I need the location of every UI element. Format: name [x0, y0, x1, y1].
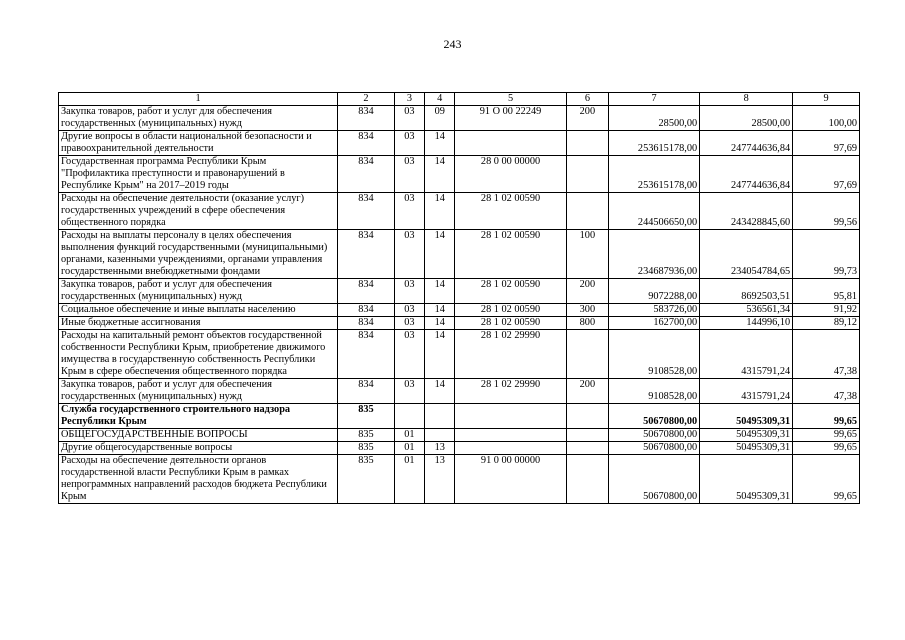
expense-type-cell: [566, 131, 608, 156]
target-article-cell: [455, 429, 566, 442]
column-number-row: [59, 93, 860, 106]
executed-amount-cell: 50495309,31: [700, 404, 793, 429]
table-row: [59, 429, 860, 442]
plan-amount-cell: 253615178,00: [609, 131, 700, 156]
executed-amount-cell: 4315791,24: [700, 379, 793, 404]
column-number: 7: [609, 93, 700, 106]
percent-cell: 95,81: [793, 279, 860, 304]
ministry-code-cell: 834: [338, 106, 395, 131]
percent-cell: 91,92: [793, 304, 860, 317]
table-row: [59, 106, 860, 131]
section-cell: 03: [394, 106, 424, 131]
expense-type-cell: 800: [566, 317, 608, 330]
ministry-code-cell: 834: [338, 193, 395, 230]
ministry-code-cell: 834: [338, 131, 395, 156]
executed-amount-cell: 4315791,24: [700, 330, 793, 379]
expense-type-cell: [566, 429, 608, 442]
column-number: 3: [394, 93, 424, 106]
ministry-code-cell: 835: [338, 455, 395, 504]
subsection-cell: 13: [425, 455, 455, 504]
percent-cell: 99,65: [793, 404, 860, 429]
executed-amount-cell: 8692503,51: [700, 279, 793, 304]
percent-cell: 99,65: [793, 429, 860, 442]
expense-name-cell: Государственная программа Республики Крым "Профилактика преступности и правонарушений в Республике Крым" на 2017–2019 годы: [59, 156, 338, 193]
expense-type-cell: 200: [566, 379, 608, 404]
executed-amount-cell: 234054784,65: [700, 230, 793, 279]
subsection-cell: 14: [425, 330, 455, 379]
column-number: 4: [425, 93, 455, 106]
percent-cell: 100,00: [793, 106, 860, 131]
expense-name-cell: ОБЩЕГОСУДАРСТВЕННЫЕ ВОПРОСЫ: [59, 429, 338, 442]
expense-name-cell: Расходы на капитальный ремонт объектов государственной собственности Республики Крым, приобретение движимого имущества в государственную собственность Республики Крым в сфере обеспечения общественного порядка: [59, 330, 338, 379]
column-number: 6: [566, 93, 608, 106]
expense-name-cell: Закупка товаров, работ и услуг для обеспечения государственных (муниципальных) нужд: [59, 106, 338, 131]
percent-cell: 47,38: [793, 330, 860, 379]
ministry-code-cell: 834: [338, 304, 395, 317]
target-article-cell: 28 1 02 00590: [455, 230, 566, 279]
column-number: 8: [700, 93, 793, 106]
table-row: [59, 442, 860, 455]
target-article-cell: 28 1 02 00590: [455, 317, 566, 330]
section-cell: 01: [394, 429, 424, 442]
expense-name-cell: Закупка товаров, работ и услуг для обеспечения государственных (муниципальных) нужд: [59, 279, 338, 304]
table-row: [59, 455, 860, 504]
target-article-cell: 91 О 00 22249: [455, 106, 566, 131]
ministry-code-cell: 834: [338, 156, 395, 193]
expense-type-cell: [566, 455, 608, 504]
subsection-cell: [425, 429, 455, 442]
plan-amount-cell: 9108528,00: [609, 330, 700, 379]
table-row: [59, 193, 860, 230]
subsection-cell: 14: [425, 193, 455, 230]
column-number: 5: [455, 93, 566, 106]
plan-amount-cell: 9108528,00: [609, 379, 700, 404]
expense-type-cell: [566, 193, 608, 230]
plan-amount-cell: 50670800,00: [609, 404, 700, 429]
executed-amount-cell: 536561,34: [700, 304, 793, 317]
executed-amount-cell: 28500,00: [700, 106, 793, 131]
expense-type-cell: [566, 156, 608, 193]
executed-amount-cell: 144996,10: [700, 317, 793, 330]
expense-name-cell: Другие вопросы в области национальной безопасности и правоохранительной деятельности: [59, 131, 338, 156]
expense-type-cell: 200: [566, 279, 608, 304]
column-number: 9: [793, 93, 860, 106]
expense-name-cell: Закупка товаров, работ и услуг для обеспечения государственных (муниципальных) нужд: [59, 379, 338, 404]
section-cell: [394, 404, 424, 429]
expense-name-cell: Расходы на обеспечение деятельности (оказание услуг) государственных учреждений в сфере обеспечения общественного порядка: [59, 193, 338, 230]
expense-type-cell: 200: [566, 106, 608, 131]
plan-amount-cell: 50670800,00: [609, 442, 700, 455]
percent-cell: 97,69: [793, 131, 860, 156]
expense-type-cell: [566, 442, 608, 455]
subsection-cell: 14: [425, 379, 455, 404]
target-article-cell: 28 1 02 00590: [455, 193, 566, 230]
subsection-cell: 14: [425, 156, 455, 193]
percent-cell: 97,69: [793, 156, 860, 193]
expense-name-cell: Расходы на выплаты персоналу в целях обеспечения выполнения функций государственными (муниципальными) органами, казенными учреждениями, органами управления государственными внебюджетными фондами: [59, 230, 338, 279]
ministry-code-cell: 834: [338, 230, 395, 279]
executed-amount-cell: 247744636,84: [700, 131, 793, 156]
executed-amount-cell: 50495309,31: [700, 455, 793, 504]
column-number: 2: [338, 93, 395, 106]
target-article-cell: 28 0 00 00000: [455, 156, 566, 193]
plan-amount-cell: 234687936,00: [609, 230, 700, 279]
ministry-code-cell: 835: [338, 429, 395, 442]
section-cell: 03: [394, 379, 424, 404]
target-article-cell: 91 0 00 00000: [455, 455, 566, 504]
section-cell: 03: [394, 131, 424, 156]
plan-amount-cell: 28500,00: [609, 106, 700, 131]
percent-cell: 99,73: [793, 230, 860, 279]
ministry-code-cell: 834: [338, 279, 395, 304]
executed-amount-cell: 243428845,60: [700, 193, 793, 230]
ministry-code-cell: 834: [338, 379, 395, 404]
percent-cell: 89,12: [793, 317, 860, 330]
expense-type-cell: [566, 404, 608, 429]
section-cell: 03: [394, 193, 424, 230]
plan-amount-cell: 50670800,00: [609, 455, 700, 504]
page-number: 243: [443, 37, 462, 51]
expense-type-cell: 300: [566, 304, 608, 317]
percent-cell: 47,38: [793, 379, 860, 404]
plan-amount-cell: 9072288,00: [609, 279, 700, 304]
subsection-cell: 09: [425, 106, 455, 131]
table-row: [59, 279, 860, 304]
section-cell: 03: [394, 304, 424, 317]
subsection-cell: 14: [425, 230, 455, 279]
plan-amount-cell: 253615178,00: [609, 156, 700, 193]
subsection-cell: 14: [425, 131, 455, 156]
budget-table: [58, 92, 860, 504]
section-cell: 03: [394, 317, 424, 330]
table-row: [59, 330, 860, 379]
executed-amount-cell: 247744636,84: [700, 156, 793, 193]
table-row: [59, 379, 860, 404]
column-number: 1: [59, 93, 338, 106]
section-cell: 03: [394, 230, 424, 279]
section-cell: 03: [394, 279, 424, 304]
table-row: [59, 317, 860, 330]
percent-cell: 99,56: [793, 193, 860, 230]
expense-name-cell: Расходы на обеспечение деятельности органов государственной власти Республики Крым в рамках непрограммных направлений расходов бюджета Республики Крым: [59, 455, 338, 504]
target-article-cell: 28 1 02 00590: [455, 304, 566, 317]
section-cell: 03: [394, 330, 424, 379]
ministry-code-cell: 835: [338, 442, 395, 455]
target-article-cell: 28 1 02 29990: [455, 379, 566, 404]
expense-name-cell: Служба государственного строительного надзора Республики Крым: [59, 404, 338, 429]
section-cell: 01: [394, 455, 424, 504]
expense-name-cell: Другие общегосударственные вопросы: [59, 442, 338, 455]
target-article-cell: [455, 131, 566, 156]
target-article-cell: [455, 404, 566, 429]
percent-cell: 99,65: [793, 455, 860, 504]
ministry-code-cell: 834: [338, 330, 395, 379]
target-article-cell: 28 1 02 00590: [455, 279, 566, 304]
table-row: [59, 404, 860, 429]
target-article-cell: [455, 442, 566, 455]
expense-type-cell: [566, 330, 608, 379]
table-row: [59, 304, 860, 317]
subsection-cell: 14: [425, 317, 455, 330]
subsection-cell: [425, 404, 455, 429]
expense-name-cell: Социальное обеспечение и иные выплаты населению: [59, 304, 338, 317]
subsection-cell: 13: [425, 442, 455, 455]
section-cell: 03: [394, 156, 424, 193]
expense-type-cell: 100: [566, 230, 608, 279]
table-row: [59, 156, 860, 193]
subsection-cell: 14: [425, 279, 455, 304]
subsection-cell: 14: [425, 304, 455, 317]
plan-amount-cell: 50670800,00: [609, 429, 700, 442]
plan-amount-cell: 162700,00: [609, 317, 700, 330]
target-article-cell: 28 1 02 29990: [455, 330, 566, 379]
expense-name-cell: Иные бюджетные ассигнования: [59, 317, 338, 330]
plan-amount-cell: 583726,00: [609, 304, 700, 317]
table-row: [59, 230, 860, 279]
plan-amount-cell: 244506650,00: [609, 193, 700, 230]
section-cell: 01: [394, 442, 424, 455]
executed-amount-cell: 50495309,31: [700, 442, 793, 455]
table-row: [59, 131, 860, 156]
executed-amount-cell: 50495309,31: [700, 429, 793, 442]
percent-cell: 99,65: [793, 442, 860, 455]
ministry-code-cell: 835: [338, 404, 395, 429]
ministry-code-cell: 834: [338, 317, 395, 330]
